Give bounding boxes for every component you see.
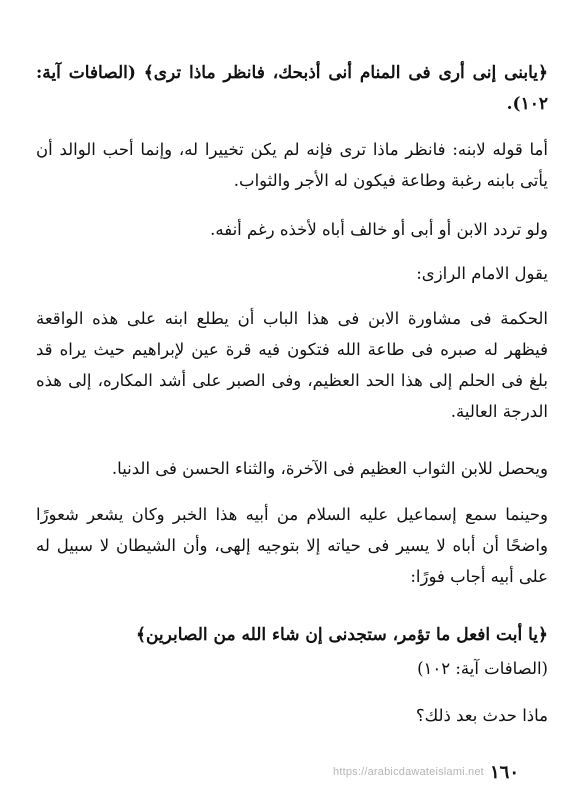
quran-verse-line: ﴿يا أبت افعل ما تؤمر، ستجدنى إن شاء الله من الصابرين﴾: [136, 625, 548, 645]
ismail-paragraph: وحينما سمع إسماعيل عليه السلام من أبيه هذا الخبر وكان يشعر شعورًا واضحًا أن أباه لا يسير فى حياته إلا بتوجيه إلهى، وأن الشيطان لا سبيل له على أبيه أجاب فورًا:: [36, 505, 548, 586]
closing-question: ماذا حدث بعد ذلك؟: [415, 706, 548, 725]
section-heading: يقول الامام الرازى:: [416, 264, 548, 283]
explanation-paragraph: أما قوله لابنه: فانظر ماذا ترى فإنه لم يكن تخييرا له، وإنما أحب الوالد أن يأتى بابنه رغبة وطاعة فيكون له الأجر والثواب.: [36, 140, 548, 190]
quran-verse-paragraph: ﴿يابنى إنى أرى فى المنام أنى أذبحك، فانظر ماذا ترى﴾ (الصافات آية: ١٠٢).: [36, 63, 548, 114]
verse-reference: (الصافات آية: ١٠٢): [417, 659, 548, 678]
page-number: ١٦٠: [490, 762, 520, 783]
text-paragraph: ويحصل للابن الثواب العظيم فى الآخرة، والثناء الحسن فى الدنيا.: [111, 459, 548, 478]
text-paragraph: ولو تردد الابن أو أبى أو خالف أباه لأخذه رغم أنفه.: [210, 220, 548, 239]
watermark-url: https://arabicdawateislami.net: [333, 766, 484, 778]
razi-quote-paragraph: الحكمة فى مشاورة الابن فى هذا الباب أن يطلع ابنه على هذه الواقعة فيظهر له صبره فى طاعة الله فتكون فيه قرة عين لإبراهيم حيث يراه قد بلغ فى الحلم إلى هذا الحد العظيم، وفى الصبر على أشد المكاره، إلى هذه الدرجة العالية.: [36, 309, 548, 421]
